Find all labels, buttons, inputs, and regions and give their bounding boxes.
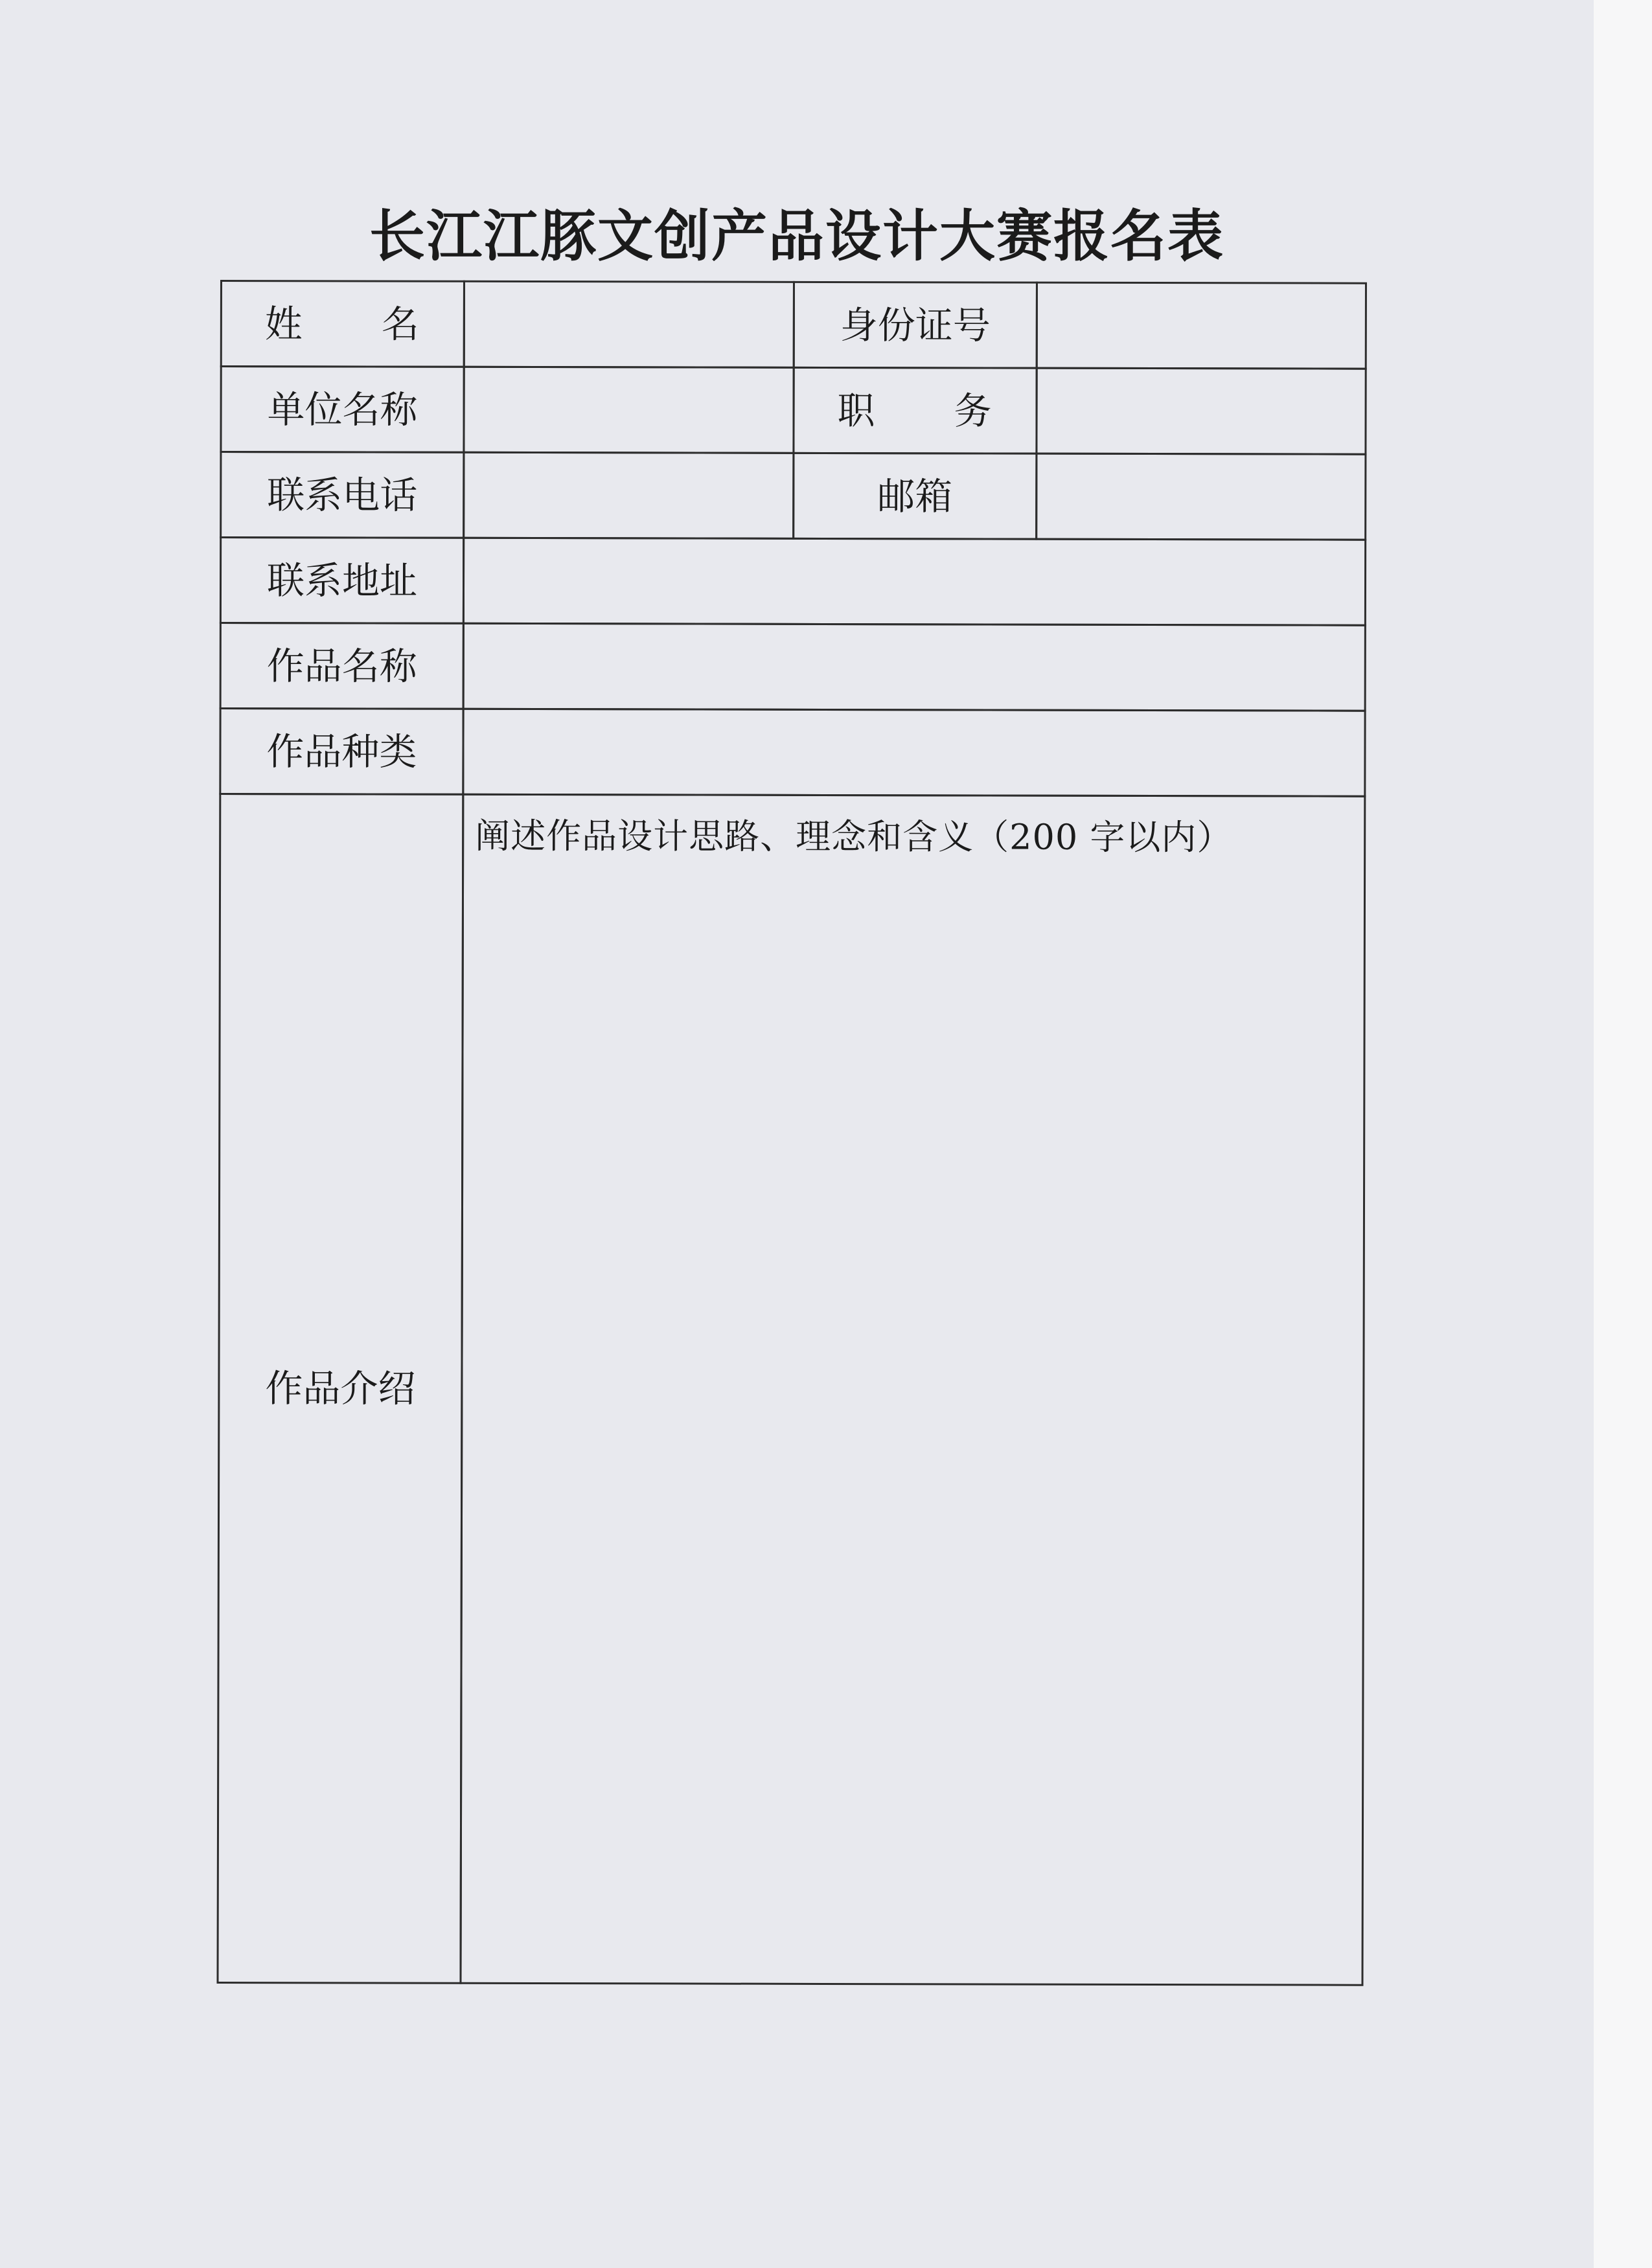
organization-field[interactable] — [463, 366, 794, 454]
address-label: 联系地址 — [220, 536, 465, 624]
work-intro-field[interactable] — [459, 794, 1366, 1986]
work-type-label: 作品种类 — [219, 707, 464, 796]
position-label-left: 职 — [837, 388, 877, 433]
name-field[interactable] — [463, 281, 795, 369]
work-type-field[interactable] — [462, 708, 1366, 797]
work-intro-label: 作品介绍 — [216, 793, 464, 1984]
id-number-label: 身份证号 — [793, 281, 1038, 369]
organization-label: 单位名称 — [220, 365, 465, 453]
position-label — [792, 367, 1037, 455]
address-field[interactable] — [463, 537, 1366, 626]
work-name-field[interactable] — [463, 623, 1366, 712]
name-label — [220, 280, 465, 368]
form-title: 长江江豚文创产品设计大赛报名表 — [369, 203, 1224, 269]
phone-label: 联系电话 — [220, 451, 465, 539]
work-intro-hint: 阐述作品设计思路、理念和含义（200 字以内） — [475, 815, 1233, 858]
name-label-right: 名 — [381, 302, 420, 347]
position-field[interactable] — [1035, 367, 1366, 455]
position-label-right: 务 — [954, 388, 993, 433]
phone-field[interactable] — [463, 452, 794, 540]
id-number-field[interactable] — [1036, 282, 1367, 370]
email-label: 邮箱 — [792, 452, 1037, 540]
email-field[interactable] — [1035, 453, 1366, 541]
registration-table — [216, 280, 1367, 1986]
name-label-left: 姓 — [264, 301, 304, 346]
page-edge — [1594, 0, 1652, 2268]
work-name-label: 作品名称 — [220, 622, 465, 710]
